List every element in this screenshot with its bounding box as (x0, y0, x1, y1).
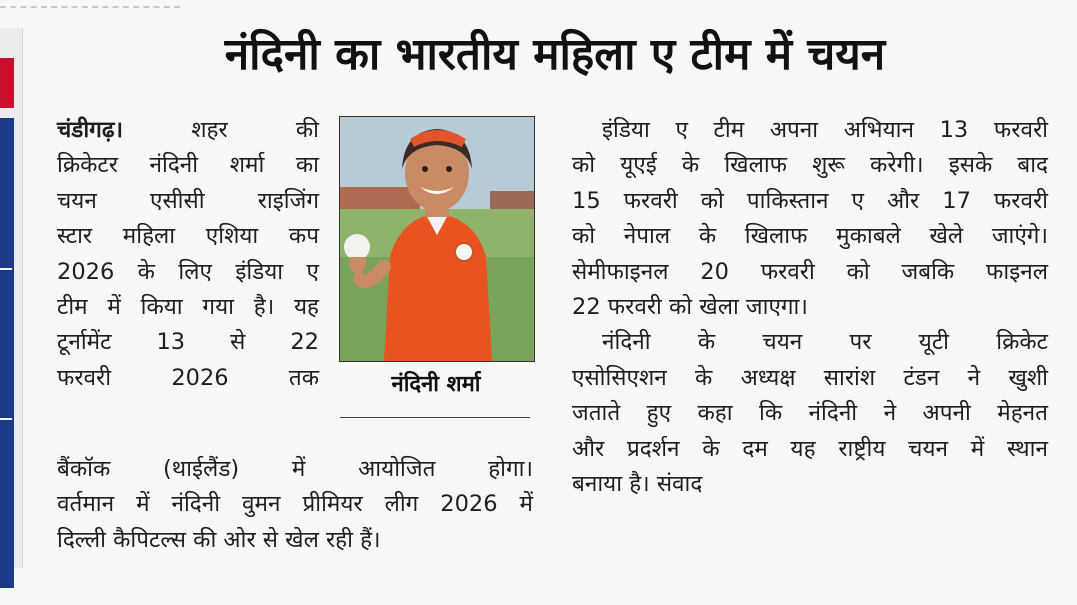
article-text-line: चयन एसीसी राइजिंग (57, 187, 319, 214)
article-column-1-narrow (57, 113, 319, 396)
article-text-line: 15 फरवरी को पाकिस्तान ए और 17 फरवरी (572, 187, 1048, 214)
article-headline: नंदिनी का भारतीय महिला ए टीम में चयन (224, 29, 886, 80)
article-first-line (57, 113, 319, 148)
article-text-line: दिल्ली कैपिटल्स की ओर से खेल रही हैं। (57, 526, 381, 553)
article-text-line: को यूएई के खिलाफ शुरू करेगी। इसके बाद (572, 152, 1048, 179)
article-text-line: को नेपाल के खिलाफ मुकाबले खेले जाएंगे। (572, 223, 1048, 250)
article-text-line: बनाया है। संवाद (572, 470, 703, 497)
article-text-line: टीम में किया गया है। यह (57, 293, 319, 320)
article-text-line: स्टार महिला एशिया कप (57, 223, 319, 250)
article-column-1-wide (57, 452, 533, 558)
caption-rule (340, 417, 530, 418)
article-text-line: वर्तमान में नंदिनी वुमन प्रीमियर लीग 2026 में (57, 491, 533, 518)
article-text-line: सेमीफाइनल 20 फरवरी को जबकि फाइनल (572, 258, 1048, 285)
clipping-dashed-border (0, 6, 180, 8)
adjacent-page-mark (0, 268, 12, 270)
article-text-line: टूर्नामेंट 13 से 22 (57, 329, 319, 356)
article-text-line: इंडिया ए टीम अपना अभियान 13 फरवरी (602, 117, 1048, 143)
article-text-line: शहर की (191, 117, 319, 143)
article-text-line: क्रिकेटर नंदिनी शर्मा का (57, 152, 319, 179)
article-column-2 (572, 113, 1048, 502)
adjacent-page-strip (0, 28, 23, 568)
adjacent-page-red-band (0, 58, 14, 108)
player-photo (339, 116, 535, 362)
article-text-line: बैंकॉक (थाईलैंड) में आयोजित होगा। (57, 456, 533, 482)
article-text-line: जताते हुए कहा कि नंदिनी ने अपनी मेहनत (572, 400, 1048, 427)
article-dateline: चंडीगढ़। (57, 117, 124, 143)
article-text-line: 22 फरवरी को खेला जाएगा। (572, 293, 808, 320)
adjacent-page-blue-band (0, 118, 14, 588)
article-text-line: एसोसिएशन के अध्यक्ष सारांश टंडन ने खुशी (572, 364, 1048, 391)
article-text-line: और प्रदर्शन के दम यह राष्ट्रीय चयन में स्थान (572, 435, 1048, 462)
article-text-line: 2026 के लिए इंडिया ए (57, 258, 319, 285)
adjacent-page-mark (0, 418, 12, 420)
article-text-line: फरवरी 2026 तक (57, 364, 319, 391)
photo-caption: नंदिनी शर्मा (391, 372, 481, 397)
article-text-line: नंदिनी के चयन पर यूटी क्रिकेट (602, 329, 1048, 356)
